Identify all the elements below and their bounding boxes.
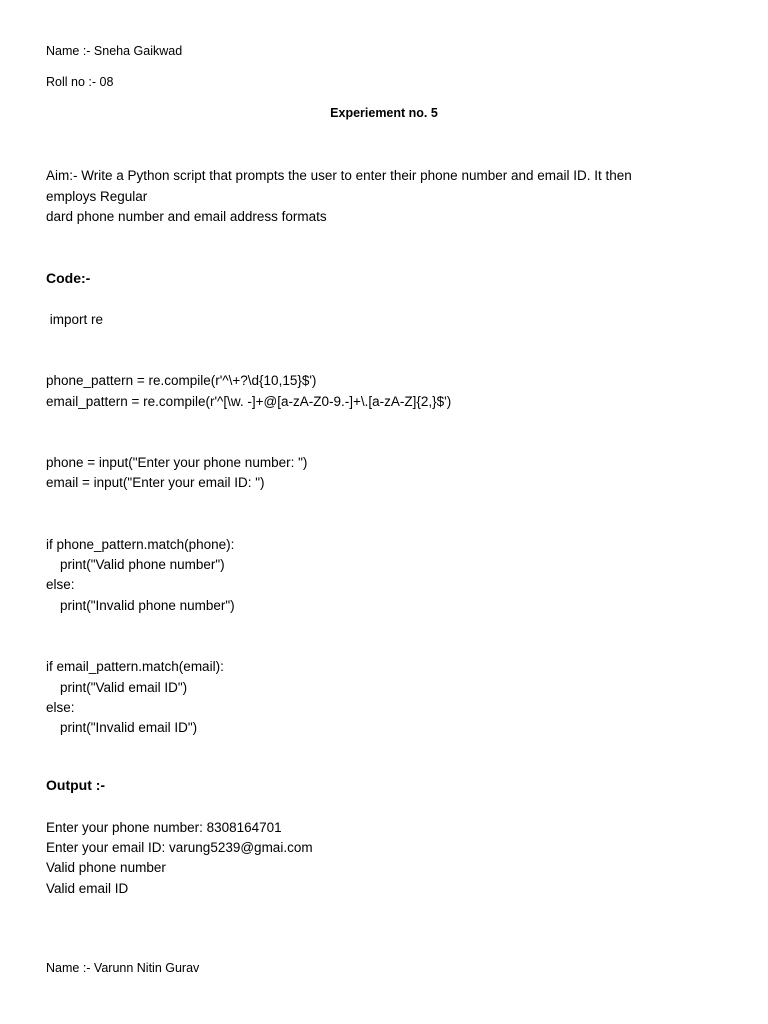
output-line: Enter your email ID: varung5239@gmai.com [46, 840, 313, 855]
output-heading: Output :- [46, 777, 106, 793]
code-line: email = input("Enter your email ID: ") [46, 475, 265, 490]
aim-line-3: dard phone number and email address formats [46, 209, 327, 224]
code-line: import re [46, 312, 104, 327]
code-line: print("Invalid phone number") [60, 598, 235, 613]
code-line: print("Invalid email ID") [60, 720, 198, 735]
code-line: phone_pattern = re.compile(r'^\+?\d{10,15}$') [46, 373, 317, 388]
output-line: Valid email ID [46, 881, 129, 896]
output-line: Enter your phone number: 8308164701 [46, 820, 282, 835]
footer-name: Name :- Varunn Nitin Gurav [46, 961, 200, 975]
student-name: Name :- Sneha Gaikwad [46, 44, 183, 58]
code-line: else: [46, 700, 75, 715]
code-line: if email_pattern.match(email): [46, 659, 224, 674]
code-line: else: [46, 577, 75, 592]
code-line: print("Valid phone number") [60, 557, 225, 572]
code-line: if phone_pattern.match(phone): [46, 537, 235, 552]
output-line: Valid phone number [46, 860, 166, 875]
aim-line-1: Aim:- Write a Python script that prompts the user to enter their phone number and email ID. It then [46, 168, 632, 183]
experiment-title: Experiement no. 5 [330, 106, 438, 120]
code-heading: Code:- [46, 270, 91, 286]
roll-number: Roll no :- 08 [46, 75, 114, 89]
code-line: phone = input("Enter your phone number: ") [46, 455, 308, 470]
code-line: print("Valid email ID") [60, 680, 188, 695]
aim-line-2: employs Regular [46, 189, 148, 204]
code-line: email_pattern = re.compile(r'^[\w. -]+@[a-zA-Z0-9.-]+\.[a-zA-Z]{2,}$') [46, 394, 452, 409]
